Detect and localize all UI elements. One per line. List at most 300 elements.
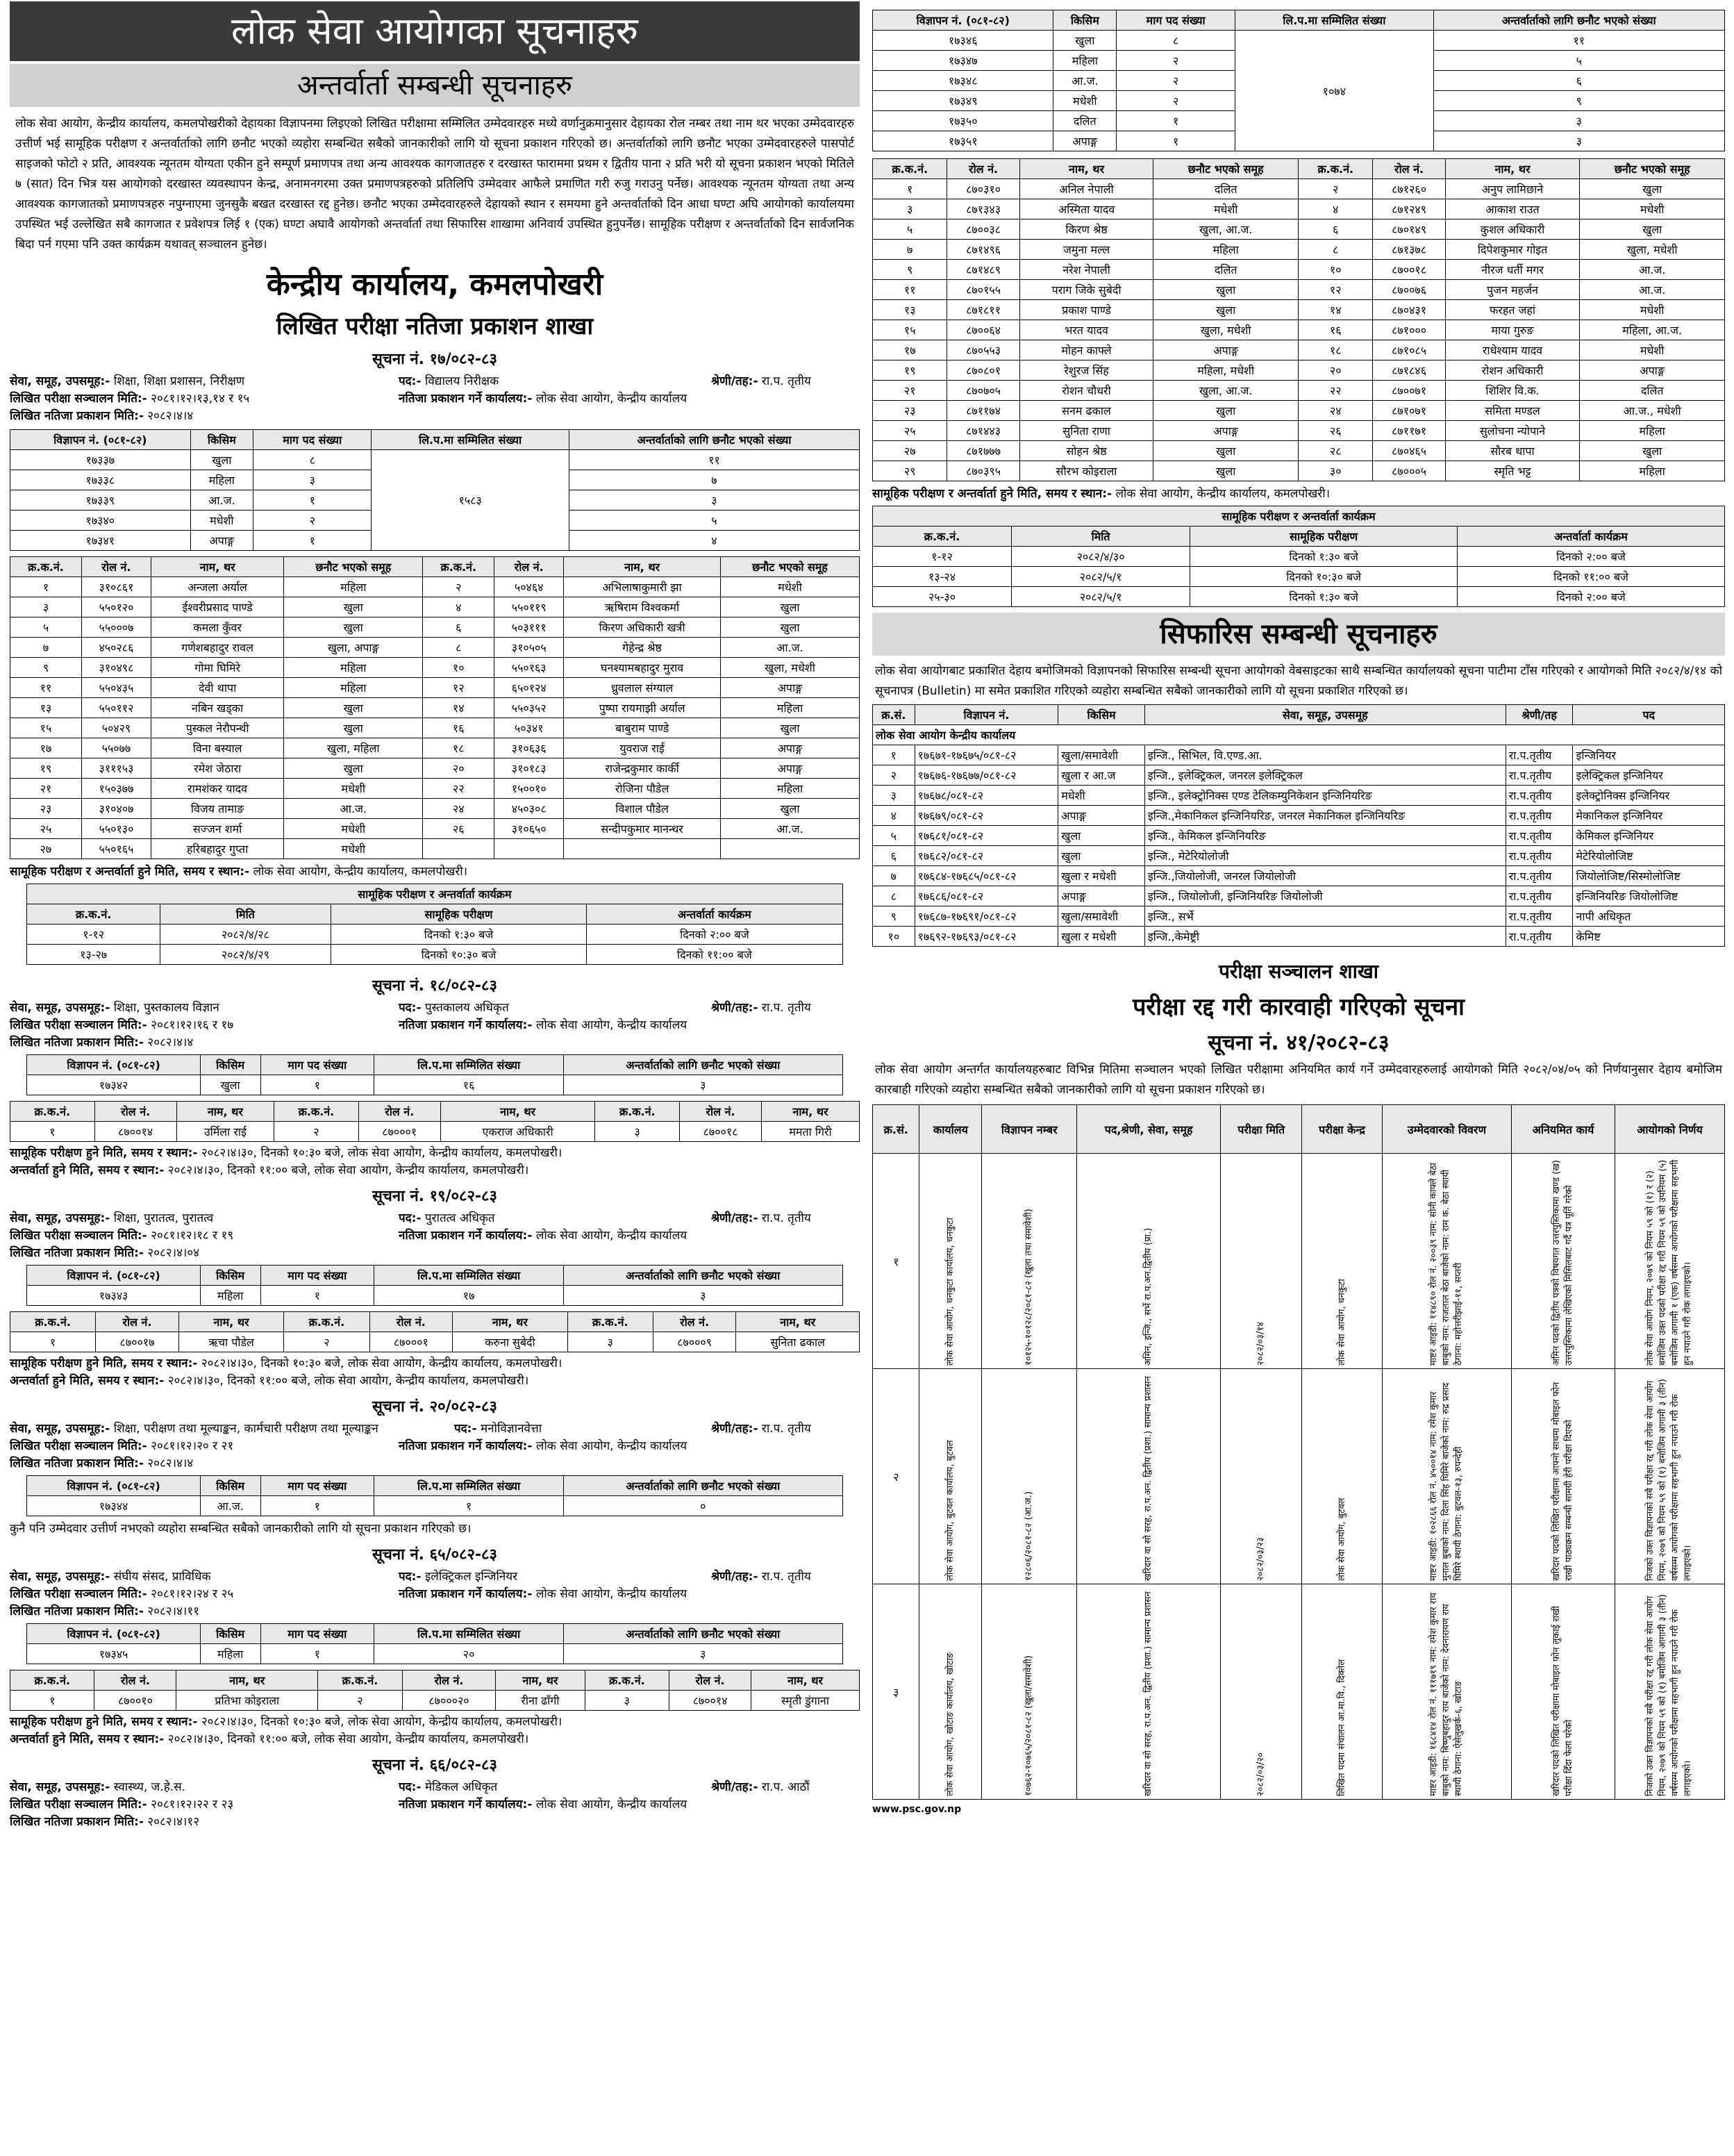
cell: [1077, 1369, 1221, 1584]
cell: [1382, 1584, 1511, 1800]
cell: रा.प.तृतीय: [1506, 806, 1573, 826]
cell: २५: [10, 819, 82, 839]
cell: रामशंकर यादव: [151, 779, 283, 799]
cell: ३: [595, 1122, 680, 1142]
section-title: लिखित परीक्षा नतिजा प्रकाशन शाखा: [276, 313, 594, 340]
table-row: [873, 360, 1725, 381]
label: नतिजा प्रकाशन गर्ने कार्यालय:-: [399, 392, 533, 406]
cell: १: [10, 1122, 95, 1142]
col-header: नाम, थर: [1445, 159, 1580, 179]
cell: खुला: [721, 597, 860, 617]
table-row: [873, 866, 1725, 886]
cell: दिनको १०:३० बजे: [331, 945, 586, 965]
cell: २३: [873, 401, 947, 421]
cell: ८७०३१०: [947, 179, 1019, 199]
cell: १: [873, 1154, 919, 1369]
cell: अस्मिता यादव: [1019, 199, 1153, 219]
table-row: [873, 547, 1725, 567]
cell: ७: [569, 470, 859, 490]
cell: अपाङ्ग: [721, 738, 860, 758]
col-header: पद,श्रेणी, सेवा, समूह: [1077, 1105, 1221, 1154]
col-header: रोल नं.: [1373, 159, 1445, 179]
cell: रा.प.तृतीय: [1506, 745, 1573, 765]
cell: २१: [873, 381, 947, 401]
table-row: [27, 1075, 842, 1095]
col-header: क्र.क.नं.: [873, 159, 947, 179]
seva-value: शिक्षा, पुरातत्व, पुरातत्व: [113, 1211, 214, 1225]
cell: ७: [873, 240, 947, 260]
col-header: किसिम: [200, 1476, 260, 1496]
cell: अपाङ्ग: [1058, 886, 1145, 906]
col-header: नाम, थर: [151, 557, 283, 577]
karyalaya-value: लोक सेवा आयोग, केन्द्रीय कार्यालय: [535, 1798, 687, 1811]
col-header: मिति: [160, 904, 331, 924]
cell: १-१२: [873, 547, 1012, 567]
r1-vacancy-table: [872, 10, 1725, 151]
cell: ८७००७१: [1373, 381, 1445, 401]
seva-value: शिक्षा, पुस्तकालय विज्ञान: [113, 1001, 219, 1015]
cell: ५५०७७: [81, 738, 151, 758]
cell: १७३४८: [873, 71, 1053, 91]
col-header: लि.प.मा सम्मिलित संख्या: [372, 430, 569, 450]
col-header: क्र.क.नं.: [10, 1670, 94, 1691]
cell-text: २०८२/०३/१४: [1256, 1321, 1267, 1366]
cell-text: माष्टर आइडी: १६८४१४ रोल नं. १११७१९ नाम: रमेश कुमार राय बाबुको नाम: बिष्णुबहादुर राय बाजेको नाम: देवनारायण राय स्थायी ठेगाना: ऐसेलुखर्क-६, खोटाङ: [1428, 1592, 1465, 1796]
cell: ४: [423, 597, 494, 617]
cell: १: [253, 531, 372, 551]
cell: पराग जिके सुबेदी: [1019, 280, 1153, 300]
cell: [721, 839, 860, 859]
cell: ५: [873, 826, 915, 846]
table-row: [873, 806, 1725, 826]
cell: ८७०१४९: [1373, 219, 1445, 240]
notice-65-samuhik-line: [10, 1714, 860, 1731]
table-row: [873, 441, 1725, 461]
cell: ५: [569, 511, 859, 531]
cell: १२: [423, 678, 494, 698]
cancel-rows: [873, 1154, 1725, 1800]
cell: खुला: [1580, 441, 1725, 461]
label: अन्तर्वार्ता हुने मिति, समय र स्थान:-: [10, 1374, 165, 1388]
table-row: [10, 1122, 860, 1142]
table-row: [873, 280, 1725, 300]
cell: [919, 1369, 982, 1584]
cell: ५: [10, 617, 82, 638]
label: पद:-: [399, 374, 422, 388]
table-row: [873, 219, 1725, 240]
cell: आ.ज.: [1580, 260, 1725, 280]
notice-17-candidates-table: [10, 556, 860, 859]
cell: रोशन अधिकारी: [1445, 360, 1580, 381]
cell-text: लोक सेवा आयोग, बुटवल कार्यालय, बुटवल: [944, 1439, 956, 1581]
cell: ८७०४६५: [1373, 441, 1445, 461]
cell: खुला: [1153, 461, 1299, 481]
cell: ३: [564, 1286, 842, 1306]
cell: प्रतिभा कोइराला: [176, 1691, 318, 1711]
cell: पुस्कल नेरौपन्थी: [151, 718, 283, 738]
table-row: [10, 839, 860, 859]
label: सामूहिक परीक्षण हुने मिति, समय र स्थान:-: [10, 1715, 198, 1729]
col-header: नाम, थर: [762, 1102, 860, 1122]
cell: १: [10, 1691, 94, 1711]
label: नतिजा प्रकाशन गर्ने कार्यालय:-: [399, 1439, 533, 1453]
cell: जमुना मल्ल: [1019, 240, 1153, 260]
cell: ईश्वरीप्रसाद पाण्डे: [151, 597, 283, 617]
cell-text: माष्टर आइडी: १०२८६६ रोल नं. ४५००१४ नाम: रमेश कुमार मुनाल बुबाको नाम: दिला सिंह घिमिरे बाजेको नाम: रुद्र प्रसाद घिमिरे स्थायी ठेगाना: बुटवल-१३, रुपन्देही: [1428, 1382, 1465, 1581]
cell: इन्जि.,केमेष्ट्री: [1144, 927, 1506, 947]
col-header: माग पद संख्या: [1117, 10, 1235, 31]
cell: नापी अधिकृत: [1573, 906, 1725, 927]
notice-17-vacancy-table: [10, 429, 860, 551]
notice-19-title: सूचना नं. १९/०८२-८३: [372, 1188, 497, 1205]
cell: अपाङ्ग: [721, 758, 860, 779]
karyalaya-value: लोक सेवा आयोग, केन्द्रीय कार्यालय: [535, 1439, 687, 1453]
sanchalan-value: २०८१।१२।१८ र १९: [151, 1229, 234, 1243]
table-row: [873, 340, 1725, 360]
cell: १: [260, 1644, 374, 1664]
cell: अभिलाषाकुमारी झा: [564, 577, 721, 597]
cell: ८७००१८: [1373, 260, 1445, 280]
col-header: क्र.क.नं.: [274, 1102, 359, 1122]
cell: २: [423, 577, 494, 597]
cell: ९: [873, 260, 947, 280]
cell: ३१०४९८: [81, 658, 151, 678]
table-row: [873, 240, 1725, 260]
cell: २: [284, 1332, 369, 1352]
col-header: किसिम: [200, 1055, 260, 1075]
cell: महिला, आ.ज.: [1580, 320, 1725, 340]
cell: सज्जन शर्मा: [151, 819, 283, 839]
cell: सोहन श्रेष्ठ: [1019, 441, 1153, 461]
cell: ८७१७७७: [947, 441, 1019, 461]
cell: ५५०१३०: [81, 819, 151, 839]
col-header: अन्तर्वार्ताको लागि छनौट भएको संख्या: [1433, 10, 1724, 31]
label: लिखित नतिजा प्रकाशन मिति:-: [10, 1246, 144, 1260]
main-banner: लोक सेवा आयोगका सूचनाहरु: [10, 1, 860, 61]
cell: मेटेरियोलोजिष्ट: [1573, 846, 1725, 866]
cell: ३१०८६१: [81, 577, 151, 597]
seva-value: शिक्षा, परीक्षण तथा मूल्याङ्कन, कार्मचारी परीक्षण तथा मूल्याङ्कन: [113, 1422, 378, 1436]
cell: १५: [10, 718, 82, 738]
col-header: सामूहिक परीक्षण: [1190, 526, 1458, 547]
cell: ८७११७१: [1373, 421, 1445, 441]
cell: १६: [1299, 320, 1373, 340]
cell: दिनको १०:३० बजे: [1190, 567, 1458, 587]
cell: ८७०७०५: [947, 381, 1019, 401]
col-header: उम्मेदवारको विवरण: [1382, 1105, 1511, 1154]
cell: ८७१२६०: [1373, 179, 1445, 199]
cell: ४: [873, 806, 915, 826]
cell: ८: [873, 886, 915, 906]
seva-value: संघीय संसद, प्राविधिक: [113, 1570, 211, 1584]
cell: [1302, 1369, 1382, 1584]
label: सामूहिक परीक्षण र अन्तर्वार्ता हुने मिति, समय र स्थान:-: [872, 487, 1112, 501]
cell: ३: [567, 1332, 653, 1352]
cell: २६: [1299, 421, 1373, 441]
samuhik-value: २०८२।४।३०, दिनको १०:३० बजे, लोक सेवा आयोग, केन्द्रीय कार्यालय, कमलपोखरी।: [201, 1715, 562, 1729]
col-header: पद: [1573, 705, 1725, 725]
cell: केमिकल इन्जिनियर: [1573, 826, 1725, 846]
cell: १७६९२-१७६९३/०८१-८२: [915, 927, 1058, 947]
sanchalan-value: २०८१।१२।२४ र २५: [151, 1587, 234, 1601]
cell: रा.प.तृतीय: [1506, 927, 1573, 947]
cell: सुलोचना न्योपाने: [1445, 421, 1580, 441]
col-header: रोल नं.: [358, 1102, 440, 1122]
label: सेवा, समूह, उपसमूह:-: [10, 1780, 110, 1794]
cell: २०: [374, 1644, 564, 1664]
notice-19-candidates-table: [10, 1311, 860, 1352]
cell-text: २०८२/०३/२३: [1256, 1536, 1267, 1581]
label: अन्तर्वार्ता हुने मिति, समय र स्थान:-: [10, 1732, 165, 1746]
label: लिखित नतिजा प्रकाशन मिति:-: [10, 1815, 144, 1829]
natija-miti-value: २०८२।४।४: [147, 1457, 194, 1470]
cell: [1221, 1584, 1302, 1800]
cell: १३: [10, 698, 82, 718]
table-row: [10, 597, 860, 617]
cell: मधेशी: [1153, 199, 1299, 219]
cell: महिला: [1580, 421, 1725, 441]
cell: ३: [873, 1584, 919, 1800]
notice-20-meta-2: [10, 1438, 860, 1455]
recommendation-heading: सिफारिस सम्बन्धी सूचनाहरु: [872, 613, 1725, 656]
website-url[interactable]: www.psc.gov.np: [872, 1804, 962, 1815]
cell: १७३४४: [27, 1496, 200, 1516]
cell: खुला: [1580, 219, 1725, 240]
karyalaya-value: लोक सेवा आयोग, केन्द्रीय कार्यालय: [535, 1587, 687, 1601]
notice-20-note: [10, 1520, 860, 1538]
cell: सन्दीपकुमार मानन्धर: [564, 819, 721, 839]
pad-value: पुरातत्व अधिकृत: [424, 1211, 495, 1225]
notice-18-antarvarta-line: [10, 1162, 860, 1179]
cell: ३१०१८३: [494, 758, 564, 779]
label: पद:-: [399, 1001, 422, 1015]
cell: [1221, 1369, 1302, 1584]
cell: हरिबहादुर गुप्ता: [151, 839, 283, 859]
cell: [494, 839, 564, 859]
cell: १७३५०: [873, 111, 1053, 131]
col-header: क्र.क.नं.: [27, 904, 160, 924]
cell: इलेक्ट्रोनिक्स इन्जिनियर: [1573, 786, 1725, 806]
label: लिखित परीक्षा सञ्चालन मिति:-: [10, 392, 147, 406]
samuhik-value: २०८२।४।३०, दिनको १०:३० बजे, लोक सेवा आयोग, केन्द्रीय कार्यालय, कमलपोखरी।: [201, 1146, 562, 1160]
cell: विजय तामाङ: [151, 799, 283, 819]
label: श्रेणी/तह:-: [711, 1211, 758, 1225]
notice-19-meta-1: [10, 1210, 860, 1227]
cell: १७६८६/०८१-८२: [915, 886, 1058, 906]
table-row: [873, 179, 1725, 199]
candidate-rows: [10, 577, 860, 859]
cell: १७६७१-१७६७५/०८१-८२: [915, 745, 1058, 765]
cell: १: [260, 1075, 374, 1095]
cell: ३: [569, 490, 859, 511]
col-header: नाम, थर: [176, 1670, 318, 1691]
pad-value: मेडिकल अधिकृत: [424, 1780, 498, 1794]
cell: ३१०६३६: [494, 738, 564, 758]
cell: १७६८२/०८१-८२: [915, 846, 1058, 866]
cell: रा.प.तृतीय: [1506, 786, 1573, 806]
cell: इन्जि., इलेक्ट्रोनिक्स एण्ड टेलिकम्युनिकेशन इन्जिनियरिङ: [1144, 786, 1506, 806]
cell: नबिन खड्का: [151, 698, 283, 718]
cancel-intro: लोक सेवा आयोग अन्तर्गत कार्यालयहरुबाट विभिन्न मितिमा सञ्चालन भएको लिखित परीक्षामा अनियमित कार्य गर्ने उम्मेदवारहरुलाई आयोगको मिति २०८२/०४/०५ को निर्णयानुसार देहाय बमोजिम कारबाही गरिएको व्यहोरा सम्बन्धित सबैको जानकारीको लागि यो सूचना प्रकाशन गरिएको छ।: [875, 1063, 1722, 1097]
cell: ८७१२४९: [1373, 199, 1445, 219]
cell: ५५०१२०: [81, 597, 151, 617]
pad-value: मनोविज्ञानवेत्ता: [480, 1422, 542, 1436]
pad-value: इलेक्ट्रिकल इन्जिनियर: [424, 1570, 518, 1584]
col-header: किसिम: [200, 1266, 260, 1286]
notice-65-meta-1: [10, 1568, 860, 1586]
cell: ५०४६४: [494, 577, 564, 597]
cell: [1382, 1369, 1511, 1584]
label: सेवा, समूह, उपसमूह:-: [10, 1001, 110, 1015]
table-row: [873, 765, 1725, 786]
col-header: विज्ञापन नं. (०८१-८२): [873, 10, 1053, 31]
cell: १५: [873, 320, 947, 340]
cell: गणेशबहादुर रावल: [151, 638, 283, 658]
cell: ८७०५५३: [947, 340, 1019, 360]
cell: [982, 1369, 1077, 1584]
cell: ८७१८११: [947, 300, 1019, 320]
cell: ३१०५०५: [494, 638, 564, 658]
cell: इन्जि., केमिकल इन्जिनियरिङ: [1144, 826, 1506, 846]
cell: [1512, 1584, 1615, 1800]
label: पद:-: [399, 1211, 422, 1225]
cell: २५-३०: [873, 587, 1012, 607]
cell: इन्जि.,मेकानिकल इन्जिनियरिङ, जनरल मेकानिकल इन्जिनियरिङ: [1144, 806, 1506, 826]
candidate-rows: [873, 179, 1725, 481]
col-header: क्र.क.नं.: [318, 1670, 402, 1691]
cell: ८७१०८५: [1373, 340, 1445, 360]
cell: महिला: [284, 678, 423, 698]
cell: ५०३१११: [494, 617, 564, 638]
cell: इन्जि., सर्भे: [1144, 906, 1506, 927]
cell-text: खरिदार वा सो सरह, रा.प.अन. द्वितीय (प्रशा.) सामान्य प्रशासन: [1143, 1591, 1154, 1796]
col-header: क्र.सं.: [873, 1105, 919, 1154]
label: श्रेणी/तह:-: [711, 1780, 758, 1794]
cell: ९: [10, 658, 82, 678]
cell: ३: [1433, 131, 1724, 151]
table-row: [10, 718, 860, 738]
notice-20-meta-3: [10, 1455, 860, 1473]
cell: दिनको २:०० बजे: [1458, 587, 1725, 607]
table-row: [873, 381, 1725, 401]
cell: भरत यादव: [1019, 320, 1153, 340]
cell: केमिष्ट: [1573, 927, 1725, 947]
cell: स्मृती डुंगाना: [751, 1691, 860, 1711]
cell-text: निजको उक्त विज्ञापनको सबै परीक्षा रद्द गरी लोक सेवा आयोग नियम, २०७९ को नियम ५९ को (१) बमोजिम आगामी ३ (तीन) वर्षसम्म आयोगको परीक्षामा सहभागी हुन नपाउने गरी रोक लगाइएको।: [1645, 1378, 1694, 1581]
cell: ५: [873, 219, 947, 240]
cell: सनम ढकाल: [1019, 401, 1153, 421]
cell-text: १२८०६/२०८१-८२ (आ.ज.): [1024, 1491, 1035, 1581]
cell: खुला: [190, 450, 253, 470]
cell: १८: [1299, 340, 1373, 360]
cell: १: [873, 179, 947, 199]
table-row: [27, 924, 842, 945]
label: लिखित परीक्षा सञ्चालन मिति:-: [10, 1018, 147, 1032]
col-header: लि.प.मा सम्मिलित संख्या: [374, 1624, 564, 1644]
cell: देवी थापा: [151, 678, 283, 698]
cell: खुला: [284, 617, 423, 638]
cell: ४: [569, 531, 859, 551]
cell: ८७००७६: [1373, 280, 1445, 300]
cell: खुला, मधेशी: [721, 658, 860, 678]
recommendation-rows: [873, 745, 1725, 947]
interview-notices-heading: अन्तर्वार्ता सम्बन्धी सूचनाहरु: [10, 64, 860, 107]
label: श्रेणी/तह:-: [711, 1570, 758, 1584]
cell: १०: [423, 658, 494, 678]
cell: अनिल नेपाली: [1019, 179, 1153, 199]
col-header: नाम, थर: [751, 1670, 860, 1691]
table-row: [873, 745, 1725, 765]
cell: ८: [1299, 240, 1373, 260]
cell: १३-२४: [873, 567, 1012, 587]
cell: खुला: [1058, 846, 1145, 866]
samuhik-value: २०८२।४।३०, दिनको १०:३० बजे, लोक सेवा आयोग, केन्द्रीय कार्यालय, कमलपोखरी।: [201, 1357, 562, 1370]
col-header: कार्यालय: [919, 1105, 982, 1154]
col-header: रोल नं.: [402, 1670, 496, 1691]
cell: दिनको १:३० बजे: [331, 924, 586, 945]
cell: १७३४२: [27, 1075, 200, 1095]
cell: खुला, मधेशी: [1153, 320, 1299, 340]
cell: १७६७८/०८१-८२: [915, 786, 1058, 806]
cell: आ.ज.: [200, 1496, 260, 1516]
col-header: अन्तर्वार्ताको लागि छनौट भएको संख्या: [564, 1055, 842, 1075]
table-row: [27, 1644, 842, 1664]
cell: १: [10, 577, 82, 597]
cell: ८: [253, 450, 372, 470]
cell: रा.प.तृतीय: [1506, 846, 1573, 866]
cell: खुला: [1058, 826, 1145, 846]
cell: मधेशी: [284, 839, 423, 859]
col-header: किसिम: [1053, 10, 1117, 31]
cell: खुला: [721, 799, 860, 819]
cell: इन्जिनियरिङ जियोलोजिष्ट: [1573, 886, 1725, 906]
cell: ८७०००९: [653, 1332, 736, 1352]
cell: ३: [585, 1691, 669, 1711]
recommendation-intro: लोक सेवा आयोगबाट प्रकाशित देहाय बमोजिमको विज्ञापनको सिफारिस सम्बन्धी सूचना आयोगको वेबसाइटका साथै सम्बन्धित कार्यालयको सूचना पाटीमा टाँस गरिएको र आयोगको मिति २०८२/४/१४ को सूचनापत्र (Bulletin) मा समेत प्रकाशित गरिएको व्यहोरा सम्बन्धित सबैको जानकारीको लागि यो सूचना प्रकाशित गरिएको छ।: [875, 664, 1722, 698]
cell: ८७१४४३: [947, 421, 1019, 441]
cell: [1077, 1154, 1221, 1369]
cell: ८७००१४: [94, 1122, 176, 1142]
cell: २४: [1299, 401, 1373, 421]
cell: खुला: [1053, 31, 1117, 51]
table-row: [27, 945, 842, 965]
cell: २०: [1299, 360, 1373, 381]
table-row: [873, 260, 1725, 280]
cell: १७६८४-१७६८५/०८१-८२: [915, 866, 1058, 886]
table-row: [10, 1332, 860, 1352]
cell: खुला: [721, 718, 860, 738]
cell: १७६८७-१७६९१/०८१-८२: [915, 906, 1058, 927]
col-header: रोल नं.: [947, 159, 1019, 179]
cell: ११: [1433, 31, 1724, 51]
cell: आ.ज., मधेशी: [1580, 401, 1725, 421]
col-header: माग पद संख्या: [260, 1624, 374, 1644]
cell: महिला: [721, 698, 860, 718]
table-row: [873, 786, 1725, 806]
cell: ८७०१५५: [947, 280, 1019, 300]
cell: दलित: [1153, 179, 1299, 199]
office-row: लोक सेवा आयोग केन्द्रीय कार्यालय: [873, 725, 1725, 745]
cell: दिनको २:०० बजे: [1458, 547, 1725, 567]
cell: मेकानिकल इन्जिनियर: [1573, 806, 1725, 826]
r1-samuhik-line: [872, 486, 1725, 503]
cell: ३१०४०७: [81, 799, 151, 819]
label: लिखित परीक्षा सञ्चालन मिति:-: [10, 1587, 147, 1601]
col-header: नाम, थर: [440, 1102, 595, 1122]
cell: ८७१८४६: [1373, 360, 1445, 381]
table-row: [873, 886, 1725, 906]
cell: दिनको १:३० बजे: [1190, 547, 1458, 567]
